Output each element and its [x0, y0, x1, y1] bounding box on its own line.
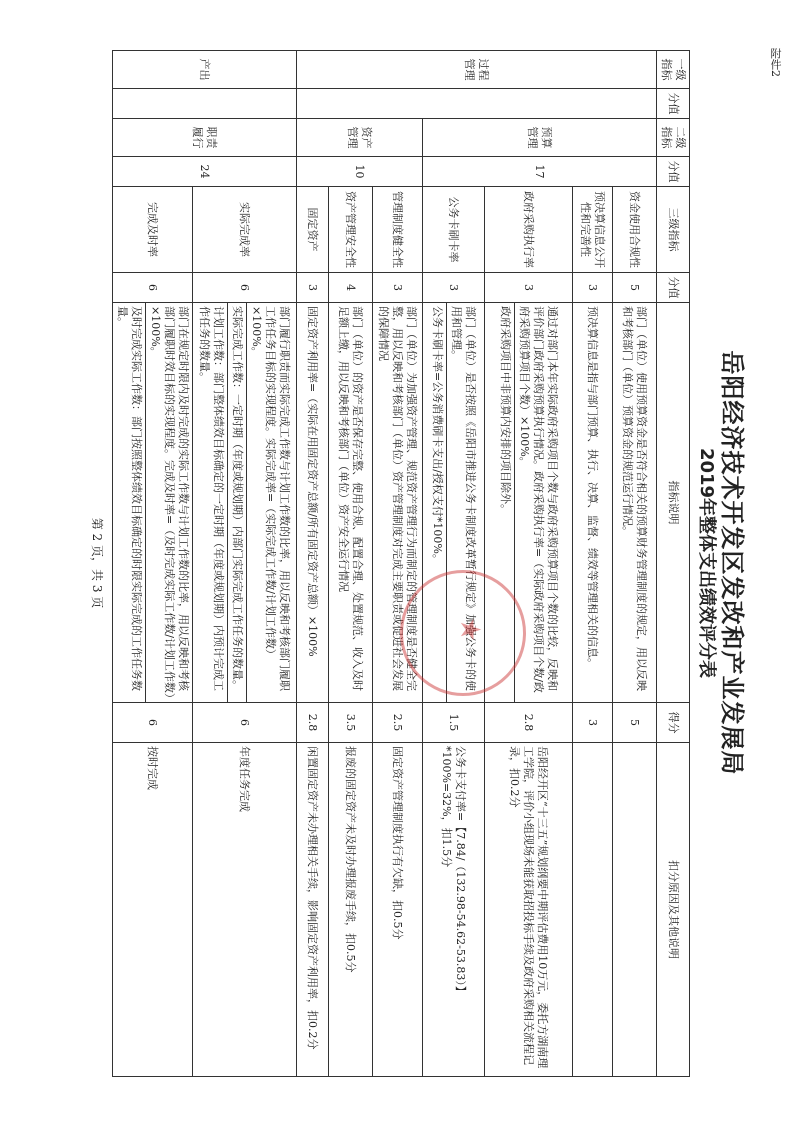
desc-cell: 部门（单位）使用预算资金是否符合相关的预算财务管理制度的规定，用以反映和考核部门（单位）预算资金的规范运行情况。 — [613, 303, 657, 703]
score-cell: 5 — [613, 273, 657, 303]
level1-score-cell — [113, 89, 297, 119]
table-row — [573, 51, 613, 1077]
desc-cell: 部门（单位）为加强资产管理、规范资产管理行为而制定的管理制度是否健全完整，用以反映和考核部门（单位）资产管理制度对完成主要职责或促进社会发展的保障情况 — [373, 303, 423, 703]
level1-score-cell — [297, 89, 657, 119]
level3-cell: 预决算信息公开性和完善性 — [573, 187, 613, 273]
header-cell: 得分 — [657, 703, 690, 743]
level1-cell: 产出 — [113, 51, 297, 89]
header-cell: 扣分原因及其他说明 — [657, 743, 690, 1077]
score-cell: 3 — [423, 273, 485, 303]
table-row — [193, 51, 297, 1077]
table-row — [373, 51, 423, 1077]
desc-note: 计划工作数：部门整体绩效目标确定的一定时期（年度或规划期）内预计完成工作任务的数量。 — [198, 303, 229, 702]
level3-cell: 资产管理安全性 — [329, 187, 373, 273]
level3-cell: 资金使用合规性 — [613, 187, 657, 273]
page-number: 第 2 页，共 3 页 — [90, 517, 104, 609]
header-cell: 分值 — [657, 157, 690, 187]
reason-cell: 按时完成 — [113, 743, 193, 1077]
got-cell: 5 — [613, 703, 657, 743]
reason-cell: 报废的固定资产未及时办理报废手续，扣0.5分 — [329, 743, 373, 1077]
desc-cell: 部门（单位）的资产是否保存完整、使用合规、配置合理、处置规范、收入及时足额上缴，用以反映和考核部门（单位）资产安全运行情况 — [329, 303, 373, 703]
level2-score-cell: 10 — [297, 157, 423, 187]
level3-cell: 实际完成率 — [193, 187, 297, 273]
level3-cell: 公务卡刷卡率 — [423, 187, 485, 273]
table-row — [613, 51, 657, 1077]
desc-text: 部门（单位）是否按照《岳阳市推进公务卡制度改革暂行规定》加强公务卡的使用和管理。 — [450, 306, 477, 691]
score-cell: 3 — [297, 273, 329, 303]
attachment-label: 附件2 — [769, 48, 782, 77]
level3-cell: 固定资产 — [297, 187, 329, 273]
level2-cell: 资产管理 — [297, 119, 423, 157]
level2-score-cell: 17 — [423, 157, 657, 187]
got-cell: 2.8 — [297, 703, 329, 743]
level3-cell: 管理制度健全性 — [373, 187, 423, 273]
got-cell: 2.5 — [373, 703, 423, 743]
rotated-page — [90, 50, 746, 1076]
level3-cell: 完成及时率 — [113, 187, 193, 273]
got-cell: 1.5 — [423, 703, 485, 743]
desc-text: 部门履行职责而实际完成工作数与计划工作数的比率，用以反映和考核部门履职工作任务目标的实现程度。实际完成率=（实际完成工作数/计划工作数）×100%。 — [250, 306, 292, 691]
header-cell: 指标说明 — [657, 303, 690, 703]
score-cell: 4 — [329, 273, 373, 303]
desc-note: 及时完成实际工作数：部门按照整体绩效目标确定的时限实际完成的工作任务数量。 — [115, 303, 146, 702]
official-seal-stamp — [400, 570, 526, 696]
reason-cell: 年度任务完成 — [193, 743, 297, 1077]
desc-cell — [113, 303, 193, 703]
table-header-row — [657, 51, 690, 1077]
reason-cell: 固定资产管理制度执行有欠缺，扣0.5分 — [373, 743, 423, 1077]
header-cell: 一级指标 — [657, 51, 690, 89]
header-cell: 分值 — [657, 89, 690, 119]
reason-cell — [613, 743, 657, 1077]
level1-cell: 过程管理 — [297, 51, 657, 89]
header-cell: 二级指标 — [657, 119, 690, 157]
level2-cell: 预算管理 — [423, 119, 657, 157]
desc-cell: 预决算信息是指与部门预算、执行、决算、监督、绩效等管理相关的信息。 — [573, 303, 613, 703]
got-cell: 2.8 — [485, 703, 573, 743]
score-cell: 3 — [485, 273, 573, 303]
level3-cell: 政府采购执行率 — [485, 187, 573, 273]
page-title: 岳阳经济技术开发区发改和产业发展局 — [718, 350, 746, 776]
page-subtitle: 2019年整体支出绩效评分表 — [696, 447, 717, 679]
table-row — [113, 51, 193, 1077]
header-cell: 分值 — [657, 273, 690, 303]
score-cell: 3 — [373, 273, 423, 303]
table-row — [485, 51, 573, 1077]
desc-cell: 固定资产利用率=（实际在用固定资产总额/所有固定资产总额）×100% — [297, 303, 329, 703]
got-cell: 3 — [573, 703, 613, 743]
desc-note: 政府采购项目中非预算内安排的项目除外。 — [498, 303, 515, 702]
level2-cell: 职责履行 — [113, 119, 297, 157]
desc-text: 部门在规定时限内及时完成的实际工作数与计划工作数的比率，用以反映和考核部门履职时效目标的实现程度。完成及时率=（及时完成实际工作数/计划工作数）×100%。 — [149, 306, 190, 699]
table-row — [297, 51, 329, 1077]
level2-score-cell: 24 — [113, 157, 297, 187]
score-cell: 6 — [113, 273, 193, 303]
reason-cell — [573, 743, 613, 1077]
score-cell: 3 — [573, 273, 613, 303]
reason-cell: 公务卡支付率=【7.84/（132.98-54.62-53.83）】*100%=32%，扣1.5分 — [423, 743, 485, 1077]
table-row — [329, 51, 373, 1077]
reason-cell: 岳阳经开区“十三五”规划纲要中期评估费用10万元，委托方湖南理工学院，评价小组现场未能获取招投标手续及政府采购相关流程记录，扣0.2分 — [485, 743, 573, 1077]
desc-text: 通过对部门本年实际政府采购项目个数与政府采购预算项目个数的比较，反映和评价部门政府采购预算执行情况。政府采购执行率=（实际政府采购项目个数/政府采购预算项目个数）×100%。 — [518, 306, 559, 693]
desc-note: 公务卡刷卡率=公务消费刷卡支出/授权支付*100%。 — [430, 303, 447, 702]
reason-cell: 闲置固定资产未办理相关手续，影响固定资产利用率，扣0.2分 — [297, 743, 329, 1077]
score-table — [112, 50, 690, 1077]
desc-cell — [193, 303, 297, 703]
got-cell: 3.5 — [329, 703, 373, 743]
header-cell: 三级指标 — [657, 187, 690, 273]
got-cell: 6 — [193, 703, 297, 743]
score-cell: 6 — [193, 273, 297, 303]
desc-note: 实际完成工作数：一定时期（年度或规划期）内部门实际完成工作任务的数量。 — [231, 303, 248, 702]
table-row — [423, 51, 485, 1077]
got-cell: 6 — [113, 703, 193, 743]
